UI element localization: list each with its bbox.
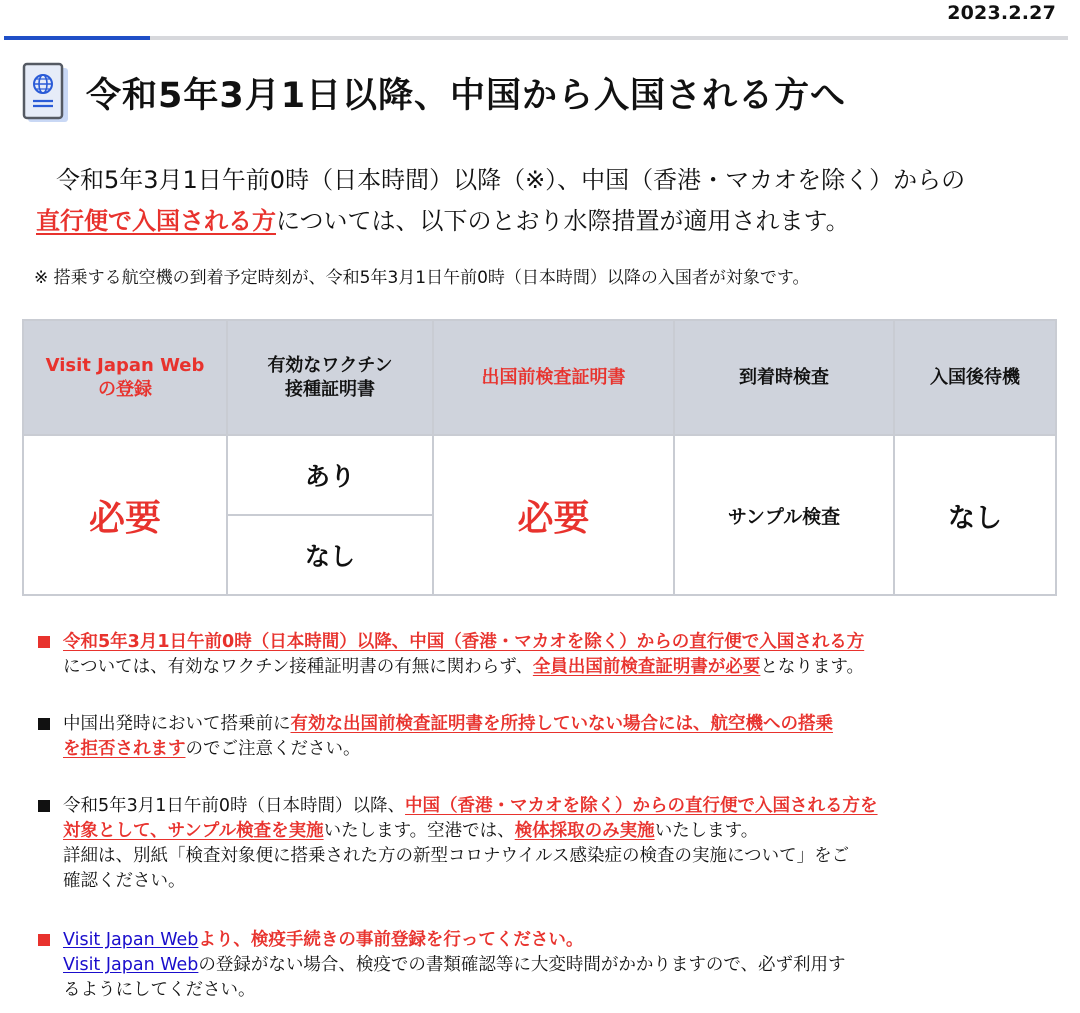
passport-icon (22, 62, 70, 124)
highlight-text: 中国（香港・マカオを除く）からの直行便で入国される方を (405, 796, 878, 816)
list-item (38, 928, 846, 1003)
cell-vaccine-yes: あり (227, 435, 433, 515)
highlight-text: 有効な出国前検査証明書を所持していない場合には、航空機への搭乗 (290, 714, 833, 734)
title-row (22, 62, 846, 124)
intro-paragraph (36, 160, 1056, 242)
footnote: ※ 搭乗する航空機の到着予定時刻が、令和5年3月1日午前0時（日本時間）以降の入国者が対象です。 (34, 268, 810, 288)
body-text: 令和5年3月1日午前0時（日本時間）以降、 (63, 796, 406, 816)
body-text: 確認ください。 (63, 871, 186, 891)
highlight-text: 対象として、サンプル検査を実施 (63, 821, 324, 841)
list-item (38, 630, 864, 680)
body-text: るようにしてください。 (63, 980, 256, 1000)
highlight-text: より、検疫手続きの事前登録を行ってください。 (198, 930, 584, 950)
body-text: のでご注意ください。 (185, 739, 361, 759)
header-vaccine-certificate (227, 320, 433, 435)
page-title: 令和5年3月1日以降、中国から入国される方へ (86, 76, 847, 116)
cell-predeparture-required: 必要 (433, 435, 674, 595)
cell-vjw-required: 必要 (23, 435, 227, 595)
intro-line-1: 令和5年3月1日午前0時（日本時間）以降（※）、中国（香港・マカオを除く）からの (56, 166, 966, 194)
black-square-bullet-icon (38, 800, 50, 812)
cell-quarantine: なし (894, 435, 1056, 595)
header-predeparture-test: 出国前検査証明書 (433, 320, 674, 435)
body-text: 中国出発時において搭乗前に (63, 714, 291, 734)
document-date: 2023.2.27 (947, 2, 1056, 24)
body-text: については、有効なワクチン接種証明書の有無に関わらず、 (63, 657, 533, 677)
list-item (38, 712, 833, 762)
red-square-bullet-icon (38, 934, 50, 946)
highlight-text: 令和5年3月1日午前0時（日本時間）以降、中国（香港・マカオを除く）からの直行便で入国される方 (63, 632, 865, 652)
body-text: となります。 (760, 657, 864, 677)
body-text: いたします。空港では、 (323, 821, 515, 841)
black-square-bullet-icon (38, 718, 50, 730)
header-text: の登録 (98, 378, 152, 400)
header-text: 有効なワクチン (267, 354, 393, 376)
body-text: いたします。 (654, 821, 759, 841)
cell-arrival-test: サンプル検査 (674, 435, 894, 595)
header-rule-accent (4, 36, 150, 40)
highlight-text: 全員出国前検査証明書が必要 (532, 657, 761, 677)
body-text: の登録がない場合、検疫での書類確認等に大変時間がかかりますので、必ず利用す (198, 955, 846, 975)
highlight-text: を拒否されます (63, 739, 186, 759)
visit-japan-web-link[interactable]: Visit Japan Web (63, 955, 199, 975)
red-square-bullet-icon (38, 636, 50, 648)
visit-japan-web-link[interactable]: Visit Japan Web (63, 930, 199, 950)
list-item (38, 794, 878, 894)
cell-vaccine-no: なし (227, 515, 433, 595)
header-rule (4, 36, 1068, 40)
header-text: Visit Japan Web (45, 354, 205, 376)
table-header-row (23, 320, 1056, 435)
intro-rest: については、以下のとおり水際措置が適用されます。 (276, 207, 850, 235)
header-arrival-test: 到着時検査 (674, 320, 894, 435)
intro-highlight: 直行便で入国される方 (36, 207, 276, 235)
highlight-text: 検体採取のみ実施 (514, 821, 655, 841)
header-text: 接種証明書 (285, 378, 375, 400)
intro-line-2 (36, 201, 1056, 242)
header-vjw-registration (23, 320, 227, 435)
body-text: 詳細は、別紙「検査対象便に搭乗された方の新型コロナウイルス感染症の検査の実施について」をご (63, 846, 850, 866)
table-row (23, 435, 1056, 515)
requirements-table (22, 319, 1057, 596)
header-post-entry-quarantine: 入国後待機 (894, 320, 1056, 435)
